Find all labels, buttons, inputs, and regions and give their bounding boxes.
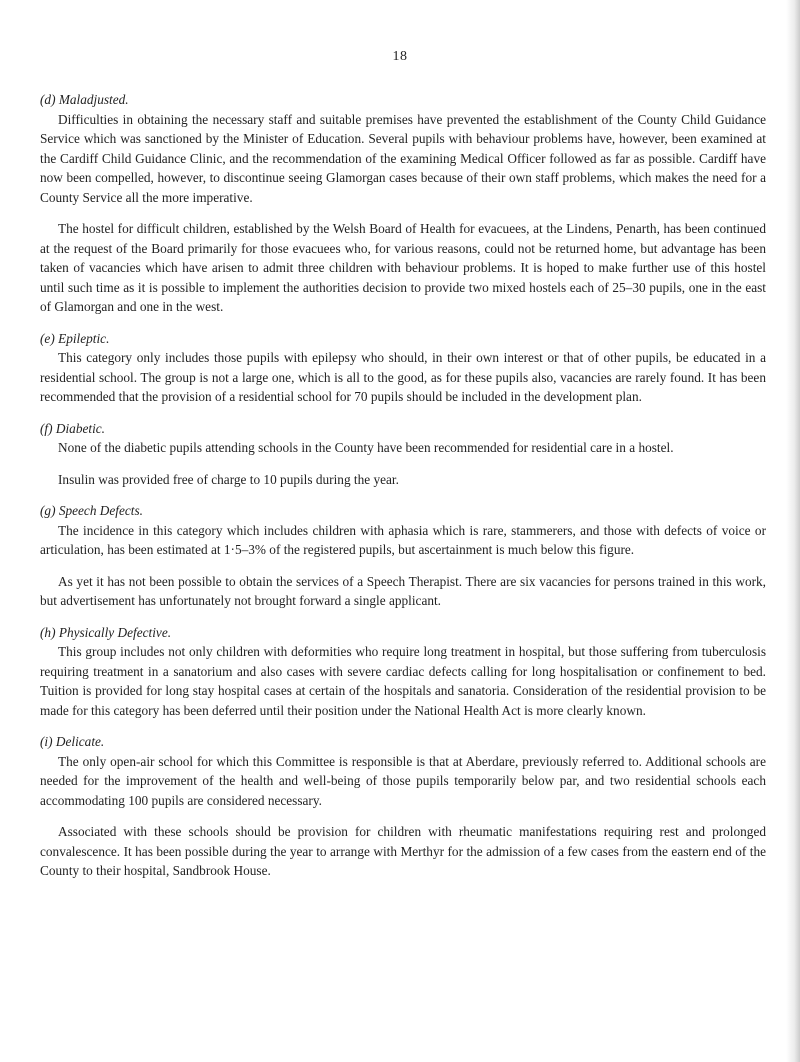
paragraph-diabetic-1: None of the diabetic pupils attending schools in the County have been recommended for residential care in a hostel. — [58, 440, 674, 455]
page-edge-shadow — [786, 0, 800, 1062]
section-diabetic — [40, 419, 766, 490]
section-physically-defective — [40, 623, 766, 721]
paragraph-delicate-1: The only open-air school for which this Committee is responsible is that at Aberdare, previously referred to. Additional schools are needed for the improvement of the health and well-being of those pupils temporarily below par, and two residential schools each accommodating 100 pupils are considered necessary. — [40, 753, 766, 808]
paragraph-diabetic-2: Insulin was provided free of charge to 10 pupils during the year. — [58, 471, 399, 487]
paragraph-physically-defective-1: This group includes not only children with deformities who require long treatment in hospital, but those suffering from tuberculosis requiring treatment in a sanatorium and also cases with severe cardiac defects calling for long hospitalisation or confinement to bed. Tuition is provided for long stay hospital cases at certain of the hospitals and sanatoria. Consideration of the residential provision to be made for this category has been deferred until their position under the National Health Act is more clearly known. — [40, 644, 766, 718]
paragraph-maladjusted-1: Difficulties in obtaining the necessary staff and suitable premises have prevented the establishment of the County Child Guidance Service which was sanctioned by the Minister of Education. Several pupils with behaviour problems have, however, been examined at the Cardiff Child Guidance Clinic, and the recommendation of the examining Medical Officer followed as far as possible. Cardiff have now been compelled, however, to discontinue seeing Glamorgan cases because of their own staff problems, which makes the need for a County Service all the more imperative. — [40, 111, 766, 205]
section-heading-physically-defective: (h) Physically Defective. — [40, 624, 172, 640]
paragraph-speech-defects-1: The incidence in this category which includes children with aphasia which is rare, stammerers, and those with defects of voice or articulation, has been estimated at 1·5–3% of the registered pupils, but ascertainment is much below this figure. — [40, 522, 766, 557]
section-heading-diabetic: (f) Diabetic. — [40, 420, 105, 436]
paragraph-maladjusted-2: The hostel for difficult children, established by the Welsh Board of Health for evacuees, at the Lindens, Penarth, has been continued at the request of the Board primarily for those evacuees who, for various reasons, could not be returned home, but advantage has been taken of vacancies which have arisen to admit three children with behaviour problems. It is hoped to make further use of this hostel until such time as it is possible to implement the authorities decision to provide two mixed hostels each of 25–30 pupils, one in the east of Glamorgan and one in the west. — [40, 221, 766, 314]
paragraph-delicate-2: Associated with these schools should be provision for children with rheumatic manifestations requiring rest and prolonged convalescence. It has been possible during the year to arrange with Merthyr for the admission of a few cases from the eastern end of the County to their hospital, Sandbrook House. — [40, 824, 766, 878]
document-body — [40, 90, 766, 881]
section-delicate — [40, 732, 766, 881]
section-heading-epileptic: (e) Epileptic. — [40, 330, 110, 346]
paragraph-epileptic-1: This category only includes those pupils with epilepsy who should, in their own interest or that of other pupils, be educated in a residential school. The group is not a large one, which is all to the good, as for these pupils also, vacancies are rarely found. It has been recommended that the provision of a residential school for 70 pupils should be included in the development plan. — [40, 350, 766, 404]
page-number: 18 — [392, 49, 408, 64]
section-heading-speech-defects: (g) Speech Defects. — [40, 503, 143, 518]
section-speech-defects — [40, 501, 766, 611]
section-maladjusted — [40, 90, 766, 317]
section-heading-maladjusted: (d) Maladjusted. — [40, 92, 129, 107]
section-epileptic — [40, 329, 766, 407]
section-heading-delicate: (i) Delicate. — [40, 734, 105, 749]
paragraph-speech-defects-2: As yet it has not been possible to obtain the services of a Speech Therapist. There are six vacancies for persons trained in this work, but advertisement has unfortunately not brought forward a single applicant. — [40, 573, 766, 608]
